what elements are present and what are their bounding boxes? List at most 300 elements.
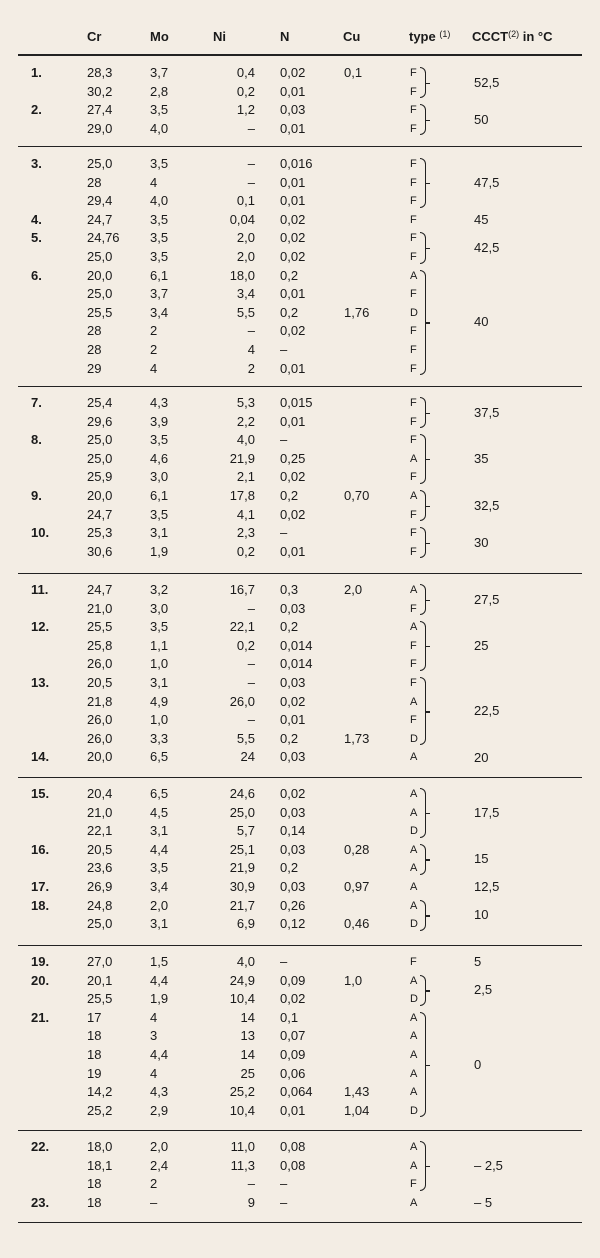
cell-n: 0,06 — [280, 1065, 306, 1081]
cell-cr: 20,0 — [87, 488, 113, 503]
cell-type: F — [410, 714, 417, 727]
cell-mo: 3 — [150, 1028, 158, 1044]
cell-mo: 2,0 — [150, 897, 169, 913]
cell-n: 0,01 — [280, 543, 306, 559]
group-rule — [18, 573, 582, 574]
cell-ni: – — [247, 120, 255, 136]
cell-ni: 21,9 — [229, 860, 255, 876]
cell-type: F — [410, 639, 417, 652]
cell-mo: 2,4 — [150, 1157, 169, 1173]
table-row — [0, 730, 600, 748]
ccct-value: – 5 — [474, 1195, 493, 1211]
cell-mo: 3,1 — [150, 916, 169, 932]
cell-type: F — [410, 362, 417, 375]
cell-cr: 28 — [87, 323, 102, 339]
cell-type: A — [410, 788, 418, 800]
cell-mo: 1,9 — [150, 543, 169, 559]
cell-cu: 0,1 — [344, 65, 363, 80]
group-brace — [420, 67, 426, 98]
cell-cr: 25,5 — [87, 304, 113, 320]
group-brace — [420, 621, 426, 671]
cell-ni: 6,9 — [236, 916, 255, 932]
cell-n: 0,25 — [280, 450, 306, 466]
entry-number: 9. — [31, 488, 42, 503]
cell-cr: 25,0 — [87, 249, 113, 264]
cell-cr: 24,76 — [87, 230, 120, 246]
group-rule — [18, 1222, 582, 1223]
cell-cr: 25,3 — [87, 525, 113, 541]
cell-type: F — [410, 158, 417, 170]
table-row — [0, 785, 600, 803]
ccct-value: 35 — [474, 451, 489, 467]
cell-n: 0,2 — [280, 619, 299, 635]
cell-cr: 28 — [87, 174, 102, 190]
entry-number: 15. — [31, 786, 50, 801]
cell-cr: 25,5 — [87, 619, 113, 635]
cell-type: D — [410, 918, 418, 931]
cell-n: 0,07 — [280, 1028, 306, 1044]
group-brace — [420, 270, 426, 376]
cell-cr: 30,2 — [87, 83, 113, 99]
cell-ni: 5,5 — [236, 304, 255, 320]
ccct-value: 32,5 — [474, 497, 500, 513]
cell-mo: 3,7 — [150, 65, 169, 80]
cell-mo: 3,5 — [150, 506, 169, 522]
cell-n: 0,03 — [280, 879, 306, 894]
cell-n: 0,08 — [280, 1139, 306, 1154]
cell-type: A — [410, 1011, 418, 1024]
cell-ni: 2,0 — [236, 230, 255, 246]
cell-n: 0,14 — [280, 823, 306, 839]
entry-number: 8. — [31, 432, 42, 448]
cell-ni: 16,7 — [229, 582, 255, 597]
table-row — [0, 431, 600, 449]
cell-mo: 3,0 — [150, 469, 169, 485]
cell-ni: 14 — [240, 1009, 255, 1025]
table-row — [0, 655, 600, 673]
cell-mo: 4,3 — [150, 1084, 169, 1100]
table-row — [0, 64, 600, 82]
cell-n: 0,014 — [280, 637, 313, 653]
entry-number: 17. — [31, 879, 50, 894]
group-brace — [420, 158, 426, 208]
cell-type: F — [410, 344, 417, 356]
cell-cr: 18,1 — [87, 1157, 113, 1173]
cell-ni: – — [247, 323, 255, 339]
table-row — [0, 1065, 600, 1083]
cell-cr: 22,1 — [87, 823, 113, 839]
cell-cu: 0,70 — [344, 488, 370, 503]
cell-type: F — [410, 1178, 417, 1191]
header-rule — [18, 54, 582, 56]
cell-ni: 26,0 — [229, 693, 255, 709]
header-ccct-label: CCCT — [472, 29, 509, 44]
cell-mo: 3,1 — [150, 675, 169, 690]
cell-cu: 1,0 — [344, 972, 363, 988]
cell-ni: – — [247, 675, 255, 690]
cell-mo: 4,4 — [150, 972, 169, 988]
cell-ni: 30,9 — [229, 879, 255, 894]
table-row — [0, 674, 600, 692]
cell-mo: 4,4 — [150, 841, 169, 857]
cell-n: 0,015 — [280, 395, 313, 410]
cell-n: 0,2 — [280, 730, 299, 746]
table-row — [0, 972, 600, 990]
cell-n: 0,2 — [280, 488, 299, 503]
entry-number: 19. — [31, 954, 50, 969]
cell-n: 0,02 — [280, 506, 306, 522]
cell-cu: 0,28 — [344, 841, 370, 857]
cell-n: 0,01 — [280, 286, 306, 302]
cell-cr: 21,0 — [87, 804, 113, 820]
table-row — [0, 322, 600, 340]
cell-n: 0,2 — [280, 267, 299, 283]
cell-n: 0,01 — [280, 193, 306, 209]
cell-cr: 25,2 — [87, 1102, 113, 1118]
table-row — [0, 618, 600, 636]
cell-n: 0,1 — [280, 1009, 299, 1025]
ccct-value: 20 — [474, 749, 489, 765]
group-brace — [420, 490, 426, 521]
cell-cr: 24,7 — [87, 506, 113, 522]
cell-type: A — [410, 1086, 418, 1099]
cell-type: A — [410, 843, 418, 856]
cell-mo: 3,5 — [150, 102, 169, 118]
group-brace — [420, 1012, 426, 1118]
table-row — [0, 304, 600, 322]
table-row — [0, 120, 600, 138]
cell-mo: 3,5 — [150, 432, 169, 448]
table-row — [0, 506, 600, 524]
ccct-value: – 2,5 — [474, 1157, 503, 1173]
cell-ni: 11,3 — [230, 1157, 255, 1173]
table-row — [0, 524, 600, 542]
cell-n: 0,03 — [280, 841, 306, 857]
cell-ni: 11,0 — [230, 1139, 255, 1154]
cell-n: 0,02 — [280, 693, 306, 709]
cell-mo: 1,0 — [150, 712, 169, 728]
cell-mo: 3,0 — [150, 600, 169, 616]
group-brace — [420, 788, 426, 838]
cell-mo: 3,4 — [150, 304, 169, 320]
cell-mo: 2,9 — [150, 1102, 169, 1118]
ccct-value: 47,5 — [474, 174, 500, 190]
group-brace — [420, 527, 426, 558]
cell-type: A — [410, 584, 418, 596]
header-type — [409, 29, 450, 45]
group-brace — [420, 1141, 426, 1191]
cell-ni: 0,2 — [236, 543, 255, 559]
cell-n: 0,2 — [280, 860, 299, 876]
cell-cu: 1,04 — [344, 1102, 370, 1118]
cell-type: F — [410, 527, 417, 540]
ccct-value: 42,5 — [474, 240, 500, 255]
group-rule — [18, 1130, 582, 1131]
cell-type: D — [410, 825, 418, 838]
cell-mo: 3,7 — [150, 286, 169, 302]
cell-n: 0,02 — [280, 211, 306, 227]
entry-number: 4. — [31, 211, 42, 227]
table-row — [0, 83, 600, 101]
cell-n: – — [280, 1194, 288, 1210]
cell-ni: 4 — [247, 342, 255, 357]
cell-mo: 3,5 — [150, 860, 169, 876]
cell-n: 0,01 — [280, 413, 306, 429]
cell-type: A — [410, 899, 418, 912]
cell-cr: 23,6 — [87, 860, 113, 876]
cell-cr: 20,5 — [87, 841, 113, 857]
ccct-value: 17,5 — [474, 804, 500, 820]
header-mo: Mo — [150, 29, 169, 44]
cell-ni: 5,7 — [236, 823, 255, 839]
cell-n: 0,12 — [280, 916, 306, 932]
cell-mo: 3,5 — [150, 211, 169, 227]
cell-mo: 1,5 — [150, 954, 169, 969]
cell-ni: 21,9 — [229, 450, 255, 466]
cell-type: F — [410, 677, 417, 689]
cell-cr: 17 — [87, 1009, 102, 1025]
table-row — [0, 915, 600, 933]
cell-type: A — [410, 751, 418, 764]
entry-number: 6. — [31, 267, 42, 283]
group-brace — [420, 434, 426, 484]
cell-ni: 9 — [247, 1194, 255, 1210]
cell-cr: 21,0 — [87, 600, 113, 616]
cell-type: A — [410, 1030, 418, 1043]
cell-mo: 2 — [150, 342, 158, 357]
cell-ni: 4,0 — [236, 432, 255, 448]
cell-mo: 1,9 — [150, 991, 169, 1007]
cell-type: D — [410, 1104, 418, 1117]
cell-ni: 13 — [240, 1028, 255, 1044]
cell-n: 0,014 — [280, 656, 313, 672]
header-ccct — [472, 29, 552, 45]
cell-n: 0,02 — [280, 469, 306, 485]
cell-type: F — [410, 67, 417, 79]
cell-ni: 3,4 — [236, 286, 255, 302]
table-row — [0, 581, 600, 599]
entry-number: 14. — [31, 749, 50, 765]
table-row — [0, 1009, 600, 1027]
cell-type: A — [410, 1049, 418, 1061]
group-brace — [420, 232, 426, 263]
cell-cr: 24,8 — [87, 897, 113, 913]
cell-cu: 1,73 — [344, 730, 370, 746]
cell-cr: 25,4 — [87, 395, 113, 410]
entry-number: 13. — [31, 675, 50, 690]
table-row — [0, 1194, 600, 1212]
table-row — [0, 192, 600, 210]
table-row — [0, 841, 600, 859]
table-row — [0, 1083, 600, 1101]
table-row — [0, 1157, 600, 1175]
cell-mo: 3,1 — [150, 823, 169, 839]
table-row — [0, 878, 600, 896]
cell-ni: 0,1 — [236, 193, 255, 209]
cell-type: F — [410, 397, 417, 409]
cell-cu: 1,43 — [344, 1084, 370, 1100]
cell-cr: 25,5 — [87, 991, 113, 1007]
cell-mo: 3,4 — [150, 879, 169, 894]
cell-cr: 25,0 — [87, 432, 113, 448]
header-type-label: type — [409, 29, 436, 44]
cell-mo: 2 — [150, 1176, 158, 1192]
header-type-note: (1) — [439, 29, 451, 39]
cell-type: F — [410, 434, 417, 447]
entry-number: 18. — [31, 897, 50, 913]
cell-mo: 4 — [150, 360, 158, 376]
cell-n: 0,01 — [280, 120, 306, 136]
cell-n: 0,03 — [280, 600, 306, 616]
header-ccct-unit: in °C — [519, 29, 553, 44]
entry-number: 2. — [31, 102, 42, 118]
entry-number: 11. — [31, 582, 49, 597]
cell-cr: 20,5 — [87, 675, 113, 690]
cell-n: – — [280, 525, 288, 541]
group-brace — [420, 104, 426, 135]
cell-type: D — [410, 306, 418, 319]
table-row — [0, 897, 600, 915]
table-row — [0, 267, 600, 285]
cell-mo: 4,6 — [150, 450, 169, 466]
cell-n: 0,03 — [280, 102, 306, 118]
cell-mo: 4,4 — [150, 1047, 169, 1062]
cell-type: A — [410, 974, 418, 987]
cell-ni: 0,04 — [229, 211, 255, 227]
group-brace — [420, 584, 426, 615]
table-row — [0, 748, 600, 766]
cell-type: A — [410, 452, 418, 465]
table-row — [0, 229, 600, 247]
cell-mo: 1,1 — [150, 637, 169, 653]
table-row — [0, 285, 600, 303]
cell-n: 0,08 — [280, 1157, 306, 1173]
cell-mo: 2,8 — [150, 83, 169, 99]
entry-number: 12. — [31, 619, 50, 635]
table-row — [0, 450, 600, 468]
table-row — [0, 468, 600, 486]
cell-cr: 26,0 — [87, 712, 113, 728]
cell-cr: 26,9 — [87, 879, 113, 894]
cell-cr: 25,0 — [87, 916, 113, 932]
cell-mo: 4,0 — [150, 120, 169, 136]
table-row — [0, 1046, 600, 1064]
table-row — [0, 101, 600, 119]
table-row — [0, 543, 600, 561]
ccct-value: 45 — [474, 212, 489, 228]
cell-ni: 0,4 — [236, 65, 255, 80]
cell-type: A — [410, 490, 418, 502]
cell-type: F — [410, 508, 417, 521]
cell-ni: – — [247, 600, 255, 616]
cell-n: – — [280, 432, 288, 448]
cell-n: 0,02 — [280, 991, 306, 1007]
ccct-value: 37,5 — [474, 404, 500, 420]
cell-type: A — [410, 806, 418, 819]
cell-n: 0,02 — [280, 323, 306, 339]
cell-cr: 28,3 — [87, 65, 113, 80]
cell-cr: 27,4 — [87, 102, 113, 118]
cell-ni: 14 — [240, 1047, 255, 1062]
entry-number: 5. — [31, 230, 42, 246]
cell-cr: 25,0 — [87, 286, 113, 302]
cell-ni: 2 — [247, 360, 255, 376]
group-rule — [18, 777, 582, 778]
cell-ni: 10,4 — [229, 991, 255, 1007]
cell-n: 0,02 — [280, 249, 306, 264]
cell-cr: 25,0 — [87, 450, 113, 466]
cell-cr: 18 — [87, 1028, 102, 1044]
ccct-value: 27,5 — [474, 591, 500, 607]
cell-cr: 25,8 — [87, 637, 113, 653]
table-row — [0, 822, 600, 840]
header-ccct-note: (2) — [508, 29, 520, 39]
table-row — [0, 155, 600, 173]
cell-n: 0,2 — [280, 304, 299, 320]
cell-n: 0,01 — [280, 83, 306, 99]
table-row — [0, 600, 600, 618]
cell-n: 0,016 — [280, 156, 313, 171]
entry-number: 10. — [31, 525, 50, 541]
cell-ni: 1,2 — [236, 102, 255, 118]
cell-cu: 0,97 — [344, 879, 370, 894]
cell-type: F — [410, 85, 417, 98]
cell-mo: 4,5 — [150, 804, 169, 820]
header-ni: Ni — [213, 29, 226, 44]
cell-ni: 18,0 — [229, 267, 255, 283]
cell-mo: 4 — [150, 174, 158, 190]
cell-cr: 20,0 — [87, 749, 113, 765]
cell-cr: 24,7 — [87, 582, 113, 597]
cell-mo: 3,3 — [150, 730, 169, 746]
cell-mo: 3,1 — [150, 525, 169, 541]
cell-n: 0,09 — [280, 1047, 306, 1062]
cell-ni: 2,2 — [236, 413, 255, 429]
cell-ni: – — [247, 174, 255, 190]
cell-type: A — [410, 1159, 418, 1172]
cell-n: 0,09 — [280, 972, 306, 988]
cell-ni: 0,2 — [236, 83, 255, 99]
ccct-value: 40 — [474, 314, 489, 330]
table-row — [0, 487, 600, 505]
cell-cr: 30,6 — [87, 543, 113, 559]
table-row — [0, 1102, 600, 1120]
cell-type: A — [410, 695, 418, 708]
table-row — [0, 394, 600, 412]
table-row — [0, 174, 600, 192]
cell-type: F — [410, 602, 417, 615]
cell-ni: 0,2 — [236, 637, 255, 653]
cell-mo: 6,1 — [150, 267, 169, 283]
cell-ni: 10,4 — [229, 1102, 255, 1118]
cell-mo: 1,0 — [150, 656, 169, 672]
cell-mo: 4 — [150, 1065, 158, 1081]
table-row — [0, 990, 600, 1008]
cell-n: – — [280, 954, 288, 969]
ccct-value: 22,5 — [474, 703, 500, 719]
cell-cr: 28 — [87, 342, 102, 357]
cell-mo: 2,0 — [150, 1139, 169, 1154]
cell-ni: 25,2 — [229, 1084, 255, 1100]
cell-ni: 24 — [240, 749, 255, 765]
table-row — [0, 637, 600, 655]
table-row — [0, 953, 600, 971]
cell-n: 0,3 — [280, 582, 299, 597]
group-rule — [18, 945, 582, 946]
group-brace — [420, 677, 426, 745]
entry-number: 22. — [31, 1139, 50, 1154]
cell-n: 0,03 — [280, 675, 306, 690]
